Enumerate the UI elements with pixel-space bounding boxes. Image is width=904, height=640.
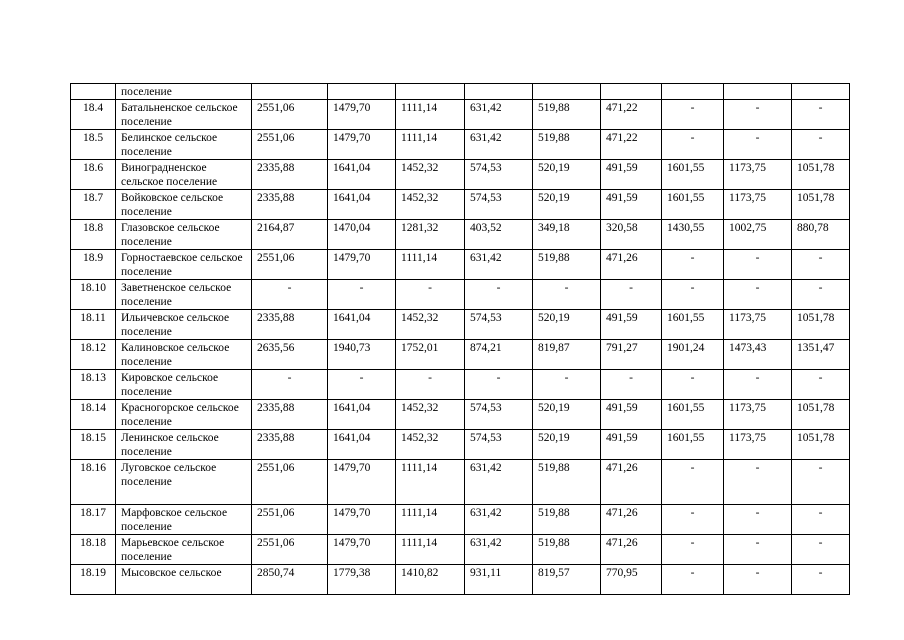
tariff-cell: - <box>662 370 724 400</box>
table-body <box>71 84 850 595</box>
tariff-cell: 520,19 <box>533 160 601 190</box>
tariff-cell: 874,21 <box>465 340 533 370</box>
row-number: 18.17 <box>71 505 116 535</box>
tariff-cell: 2635,56 <box>252 340 328 370</box>
settlement-name: Ленинское сельское поселение <box>116 430 252 460</box>
tariff-cell: - <box>792 100 850 130</box>
tariff-cell: - <box>724 100 792 130</box>
tariff-cell: - <box>792 370 850 400</box>
settlement-name: Марфовское сельское поселение <box>116 505 252 535</box>
tariff-cell: 2551,06 <box>252 250 328 280</box>
tariff-cell: 574,53 <box>465 160 533 190</box>
tariff-cell: - <box>662 565 724 595</box>
settlement-name: Мысовское сельское <box>116 565 252 595</box>
tariff-cell: 2551,06 <box>252 460 328 505</box>
table-row <box>71 310 850 340</box>
tariff-cell: - <box>724 460 792 505</box>
row-number: 18.4 <box>71 100 116 130</box>
tariff-cell: - <box>792 130 850 160</box>
tariff-cell: 1641,04 <box>328 430 396 460</box>
tariff-cell <box>601 84 662 100</box>
tariff-cell: 471,26 <box>601 505 662 535</box>
tariff-cell: 1111,14 <box>396 130 465 160</box>
tariff-cell: 574,53 <box>465 430 533 460</box>
table-row <box>71 250 850 280</box>
tariff-cell: 1281,32 <box>396 220 465 250</box>
table-row <box>71 505 850 535</box>
row-number <box>71 84 116 100</box>
row-number: 18.8 <box>71 220 116 250</box>
tariff-cell: - <box>662 280 724 310</box>
tariff-cell: 1479,70 <box>328 505 396 535</box>
tariff-cell: - <box>724 280 792 310</box>
tariff-cell: 1452,32 <box>396 430 465 460</box>
tariff-cell: 1479,70 <box>328 460 396 505</box>
tariff-cell: 2335,88 <box>252 160 328 190</box>
tariff-cell: 471,26 <box>601 535 662 565</box>
tariff-cell: - <box>724 370 792 400</box>
settlement-name: Ильичевское сельское поселение <box>116 310 252 340</box>
tariff-cell: - <box>792 535 850 565</box>
settlement-name: Заветненское сельское поселение <box>116 280 252 310</box>
settlement-name: Калиновское сельское поселение <box>116 340 252 370</box>
row-number: 18.6 <box>71 160 116 190</box>
tariff-cell: 819,57 <box>533 565 601 595</box>
settlement-name: Белинское сельское поселение <box>116 130 252 160</box>
row-number: 18.15 <box>71 430 116 460</box>
table-row <box>71 565 850 595</box>
tariff-table <box>70 83 850 595</box>
tariff-cell: - <box>465 280 533 310</box>
table-row <box>71 84 850 100</box>
tariff-cell: 880,78 <box>792 220 850 250</box>
tariff-cell: - <box>724 250 792 280</box>
tariff-cell: 574,53 <box>465 190 533 220</box>
row-number: 18.9 <box>71 250 116 280</box>
tariff-cell: 819,87 <box>533 340 601 370</box>
table-row <box>71 535 850 565</box>
tariff-cell: 1173,75 <box>724 160 792 190</box>
tariff-cell: 574,53 <box>465 400 533 430</box>
settlement-name: Глазовское сельское поселение <box>116 220 252 250</box>
tariff-cell <box>465 84 533 100</box>
settlement-name: Кировское сельское поселение <box>116 370 252 400</box>
tariff-cell: - <box>662 505 724 535</box>
tariff-cell: 491,59 <box>601 160 662 190</box>
table-row <box>71 400 850 430</box>
tariff-cell <box>662 84 724 100</box>
tariff-cell: - <box>662 460 724 505</box>
tariff-cell: - <box>601 370 662 400</box>
tariff-cell: 519,88 <box>533 130 601 160</box>
tariff-cell: 1479,70 <box>328 100 396 130</box>
tariff-cell <box>396 84 465 100</box>
table-row <box>71 160 850 190</box>
tariff-cell: 519,88 <box>533 250 601 280</box>
tariff-cell: 1601,55 <box>662 400 724 430</box>
tariff-cell: 1601,55 <box>662 430 724 460</box>
tariff-cell: 520,19 <box>533 430 601 460</box>
tariff-cell: 471,22 <box>601 130 662 160</box>
tariff-cell: - <box>792 505 850 535</box>
tariff-cell: 519,88 <box>533 460 601 505</box>
tariff-cell: 320,58 <box>601 220 662 250</box>
tariff-cell: - <box>662 130 724 160</box>
tariff-cell: - <box>792 460 850 505</box>
tariff-cell: 1173,75 <box>724 430 792 460</box>
tariff-cell: 1173,75 <box>724 310 792 340</box>
settlement-name: Виноградненское сельское поселение <box>116 160 252 190</box>
tariff-cell: - <box>662 100 724 130</box>
tariff-cell: 2335,88 <box>252 190 328 220</box>
tariff-cell: - <box>533 370 601 400</box>
row-number: 18.14 <box>71 400 116 430</box>
table-row <box>71 100 850 130</box>
table-row <box>71 190 850 220</box>
tariff-cell: 519,88 <box>533 100 601 130</box>
tariff-cell: 1430,55 <box>662 220 724 250</box>
tariff-cell: 2551,06 <box>252 535 328 565</box>
tariff-cell: - <box>724 505 792 535</box>
tariff-cell: 1111,14 <box>396 535 465 565</box>
tariff-cell: 931,11 <box>465 565 533 595</box>
tariff-cell: 1470,04 <box>328 220 396 250</box>
tariff-cell: - <box>396 370 465 400</box>
tariff-cell: 520,19 <box>533 400 601 430</box>
tariff-cell: 2335,88 <box>252 310 328 340</box>
tariff-cell <box>792 84 850 100</box>
table-row <box>71 280 850 310</box>
tariff-cell: 791,27 <box>601 340 662 370</box>
tariff-cell: - <box>533 280 601 310</box>
tariff-cell: 1111,14 <box>396 100 465 130</box>
tariff-cell: 491,59 <box>601 310 662 340</box>
tariff-cell: 1601,55 <box>662 160 724 190</box>
settlement-name: Горностаевское сельское поселение <box>116 250 252 280</box>
tariff-cell: - <box>252 280 328 310</box>
tariff-cell: 491,59 <box>601 400 662 430</box>
tariff-cell: 2850,74 <box>252 565 328 595</box>
tariff-cell: 471,26 <box>601 460 662 505</box>
tariff-cell: 1111,14 <box>396 250 465 280</box>
tariff-cell <box>724 84 792 100</box>
tariff-cell: 770,95 <box>601 565 662 595</box>
tariff-cell: 1473,43 <box>724 340 792 370</box>
tariff-cell: - <box>792 565 850 595</box>
tariff-cell: 631,42 <box>465 100 533 130</box>
table-row <box>71 130 850 160</box>
tariff-cell: - <box>601 280 662 310</box>
tariff-cell: 631,42 <box>465 505 533 535</box>
tariff-cell: 1351,47 <box>792 340 850 370</box>
tariff-cell: - <box>724 130 792 160</box>
tariff-cell: - <box>792 250 850 280</box>
tariff-cell: 574,53 <box>465 310 533 340</box>
tariff-cell: 1479,70 <box>328 250 396 280</box>
tariff-cell: - <box>328 370 396 400</box>
tariff-cell: 1479,70 <box>328 130 396 160</box>
tariff-cell: 520,19 <box>533 190 601 220</box>
tariff-cell: - <box>724 565 792 595</box>
tariff-cell: 1452,32 <box>396 310 465 340</box>
tariff-cell: 1111,14 <box>396 505 465 535</box>
settlement-name: Войковское сельское поселение <box>116 190 252 220</box>
tariff-cell: - <box>465 370 533 400</box>
settlement-name: поселение <box>116 84 252 100</box>
tariff-cell: 1601,55 <box>662 190 724 220</box>
tariff-cell: 1779,38 <box>328 565 396 595</box>
table-row <box>71 370 850 400</box>
tariff-cell: 1051,78 <box>792 310 850 340</box>
tariff-cell: 2551,06 <box>252 130 328 160</box>
tariff-cell: - <box>328 280 396 310</box>
tariff-cell: 1479,70 <box>328 535 396 565</box>
table-row <box>71 340 850 370</box>
tariff-cell: - <box>252 370 328 400</box>
row-number: 18.10 <box>71 280 116 310</box>
settlement-name: Луговское сельское поселение <box>116 460 252 505</box>
tariff-cell: 1051,78 <box>792 430 850 460</box>
tariff-cell: 631,42 <box>465 535 533 565</box>
tariff-cell: - <box>792 280 850 310</box>
tariff-cell: 519,88 <box>533 535 601 565</box>
tariff-cell: 1173,75 <box>724 190 792 220</box>
tariff-cell: 631,42 <box>465 130 533 160</box>
settlement-name: Красногорское сельское поселение <box>116 400 252 430</box>
tariff-cell: 1051,78 <box>792 400 850 430</box>
tariff-cell: 1901,24 <box>662 340 724 370</box>
tariff-cell: 1940,73 <box>328 340 396 370</box>
tariff-cell: 1452,32 <box>396 160 465 190</box>
tariff-cell: 491,59 <box>601 190 662 220</box>
tariff-cell <box>533 84 601 100</box>
tariff-cell: 471,22 <box>601 100 662 130</box>
tariff-cell: 349,18 <box>533 220 601 250</box>
row-number: 18.5 <box>71 130 116 160</box>
row-number: 18.13 <box>71 370 116 400</box>
tariff-cell: - <box>662 250 724 280</box>
tariff-cell: 1051,78 <box>792 190 850 220</box>
tariff-cell: 1641,04 <box>328 310 396 340</box>
tariff-cell: 1173,75 <box>724 400 792 430</box>
tariff-cell: 2551,06 <box>252 100 328 130</box>
tariff-cell <box>328 84 396 100</box>
tariff-cell: 1601,55 <box>662 310 724 340</box>
table-row <box>71 460 850 505</box>
tariff-cell: 1641,04 <box>328 160 396 190</box>
tariff-cell: 1641,04 <box>328 190 396 220</box>
tariff-cell: 519,88 <box>533 505 601 535</box>
table-row <box>71 430 850 460</box>
settlement-name: Батальненское сельское поселение <box>116 100 252 130</box>
tariff-cell: 2164,87 <box>252 220 328 250</box>
row-number: 18.16 <box>71 460 116 505</box>
row-number: 18.7 <box>71 190 116 220</box>
tariff-cell <box>252 84 328 100</box>
settlement-name: Марьевское сельское поселение <box>116 535 252 565</box>
tariff-cell: 1002,75 <box>724 220 792 250</box>
row-number: 18.18 <box>71 535 116 565</box>
tariff-cell: 1752,01 <box>396 340 465 370</box>
table-row <box>71 220 850 250</box>
tariff-cell: 471,26 <box>601 250 662 280</box>
tariff-cell: 2551,06 <box>252 505 328 535</box>
tariff-cell: 631,42 <box>465 250 533 280</box>
row-number: 18.19 <box>71 565 116 595</box>
tariff-cell: 1452,32 <box>396 190 465 220</box>
tariff-cell: 2335,88 <box>252 400 328 430</box>
tariff-cell: 631,42 <box>465 460 533 505</box>
tariff-cell: 1051,78 <box>792 160 850 190</box>
tariff-cell: - <box>724 535 792 565</box>
tariff-cell: 2335,88 <box>252 430 328 460</box>
tariff-cell: 1641,04 <box>328 400 396 430</box>
tariff-cell: 491,59 <box>601 430 662 460</box>
tariff-cell: 1452,32 <box>396 400 465 430</box>
tariff-cell: 1111,14 <box>396 460 465 505</box>
row-number: 18.12 <box>71 340 116 370</box>
tariff-cell: 403,52 <box>465 220 533 250</box>
tariff-cell: 520,19 <box>533 310 601 340</box>
row-number: 18.11 <box>71 310 116 340</box>
tariff-cell: - <box>662 535 724 565</box>
tariff-cell: 1410,82 <box>396 565 465 595</box>
tariff-cell: - <box>396 280 465 310</box>
